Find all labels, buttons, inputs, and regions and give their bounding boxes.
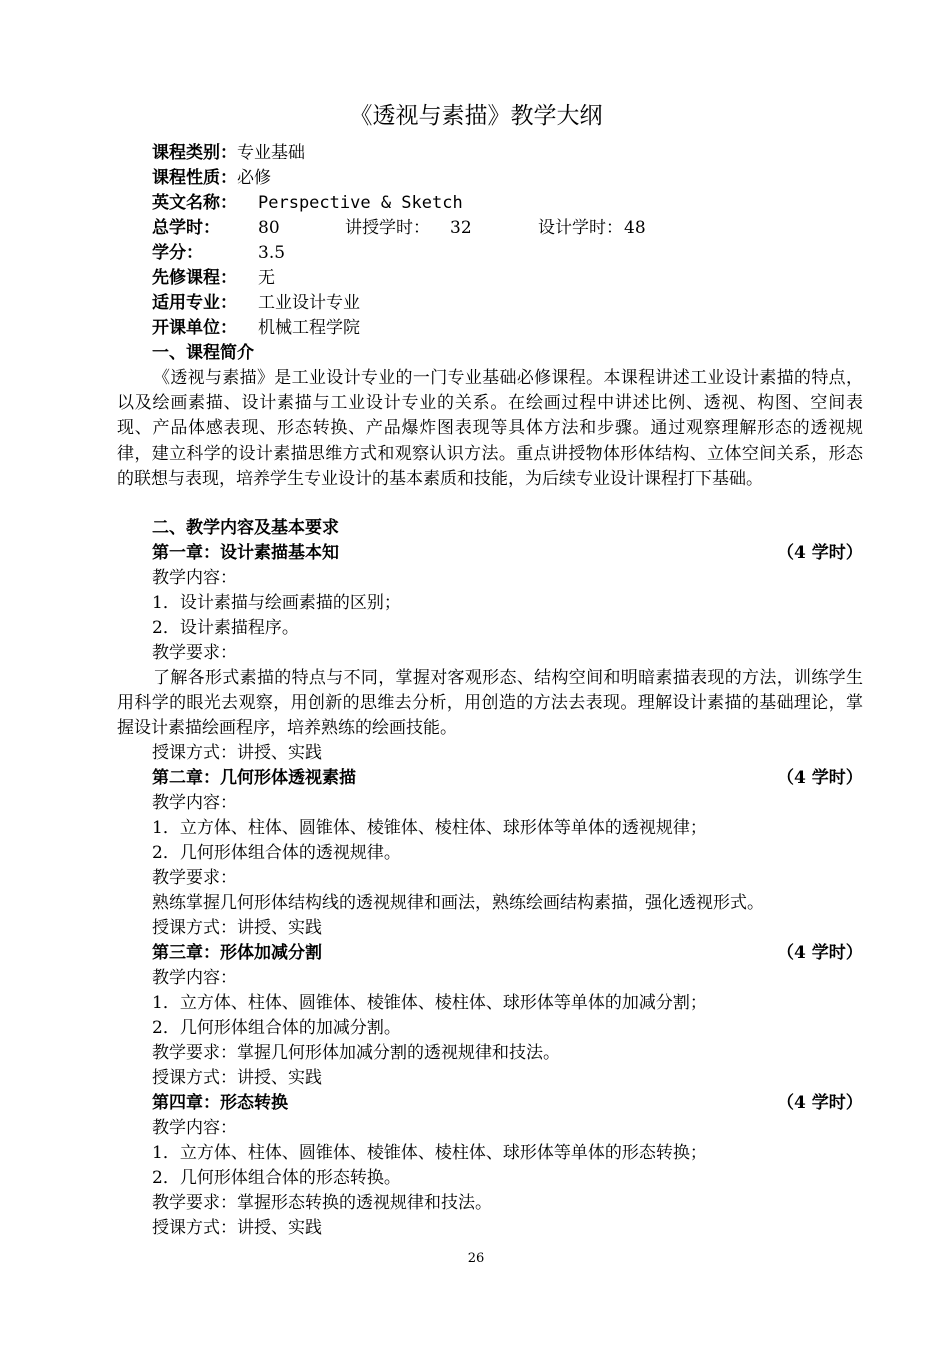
department-value: 机械工程学院 bbox=[258, 318, 360, 338]
chapter1-item-1: 1．设计素描与绘画素描的区别； bbox=[152, 593, 401, 613]
chapter1-req-text: 了解各形式素描的特点与不同，掌握对客观形态、结构空间和明暗素描表现的方法，训练学生用科学的眼光去观察，用创新的思维去分析，用创造的方法去表现。理解设计素描的基础理论，掌握设计素描绘画程序，培养熟练的绘画技能。 bbox=[117, 668, 863, 739]
chapter3-hours: （4 学时） bbox=[777, 943, 863, 963]
major-value: 工业设计专业 bbox=[258, 293, 360, 313]
chapter2-content-label: 教学内容： bbox=[152, 793, 237, 813]
credit-label: 学分： bbox=[152, 243, 203, 263]
course-category-value: 专业基础 bbox=[237, 143, 305, 163]
chapter3-title: 第三章：形体加减分割 bbox=[152, 943, 322, 963]
lecture-hours-label: 讲授学时： bbox=[345, 218, 430, 238]
page-title: 《透视与素描》教学大纲 bbox=[349, 103, 603, 129]
course-intro-paragraph: 《透视与素描》是工业设计专业的一门专业基础必修课程。本课程讲述工业设计素描的特点，以及绘画素描、设计素描与工业设计专业的关系。在绘画过程中讲述比例、透视、构图、空间表现、产品体感表现、形态转换、产品爆炸图表现等具体方法和步骤。通过观察理解形态的透视规律，建立科学的设计素描思维方式和观察认识方法。重点讲授物体形体结构、立体空间关系，形态的联想与表现，培养学生专业设计的基本素质和技能，为后续专业设计课程打下基础。 bbox=[117, 368, 863, 489]
course-category-row bbox=[152, 141, 305, 166]
chapter1-title: 第一章：设计素描基本知 bbox=[152, 543, 339, 563]
chapter4-title: 第四章：形态转换 bbox=[152, 1093, 288, 1113]
major-label: 适用专业： bbox=[152, 293, 237, 313]
chapter3-item-1: 1．立方体、柱体、圆锥体、棱锥体、棱柱体、球形体等单体的加减分割； bbox=[152, 993, 707, 1013]
chapter3-item-2: 2．几何形体组合体的加减分割。 bbox=[152, 1018, 401, 1038]
chapter4-content-label: 教学内容： bbox=[152, 1118, 237, 1138]
department-label: 开课单位： bbox=[152, 318, 237, 338]
section-heading-intro: 一、课程简介 bbox=[152, 343, 254, 363]
chapter2-item-1: 1．立方体、柱体、圆锥体、棱锥体、棱柱体、球形体等单体的透视规律； bbox=[152, 818, 707, 838]
chapter1-hours: （4 学时） bbox=[777, 543, 863, 563]
credit-value: 3.5 bbox=[258, 243, 286, 263]
chapter4-method: 授课方式：讲授、实践 bbox=[152, 1218, 322, 1238]
prerequisite-label: 先修课程： bbox=[152, 268, 237, 288]
design-hours-value: 48 bbox=[624, 218, 646, 238]
page-number: 26 bbox=[467, 1251, 485, 1266]
english-name-value: Perspective & Sketch bbox=[258, 193, 463, 213]
total-hours-value: 80 bbox=[258, 218, 280, 238]
course-nature-label: 课程性质： bbox=[152, 168, 237, 188]
chapter1-req-label: 教学要求： bbox=[152, 643, 237, 663]
chapter1-item-2: 2．设计素描程序。 bbox=[152, 618, 299, 638]
chapter4-hours: （4 学时） bbox=[777, 1093, 863, 1113]
course-category-label: 课程类别： bbox=[152, 143, 237, 163]
chapter3-content-label: 教学内容： bbox=[152, 968, 237, 988]
chapter2-hours: （4 学时） bbox=[777, 768, 863, 788]
english-name-row bbox=[152, 191, 237, 216]
chapter4-item-2: 2．几何形体组合体的形态转换。 bbox=[152, 1168, 401, 1188]
chapter3-method: 授课方式：讲授、实践 bbox=[152, 1068, 322, 1088]
chapter2-req-text: 熟练掌握几何形体结构线的透视规律和画法，熟练绘画结构素描，强化透视形式。 bbox=[152, 893, 764, 913]
chapter2-method: 授课方式：讲授、实践 bbox=[152, 918, 322, 938]
total-hours-label: 总学时： bbox=[152, 218, 220, 238]
course-nature-value: 必修 bbox=[237, 168, 271, 188]
chapter2-req-label: 教学要求： bbox=[152, 868, 237, 888]
lecture-hours-value: 32 bbox=[450, 218, 472, 238]
chapter2-item-2: 2．几何形体组合体的透视规律。 bbox=[152, 843, 401, 863]
chapter3-req: 教学要求：掌握几何形体加减分割的透视规律和技法。 bbox=[152, 1043, 560, 1063]
chapter4-req: 教学要求：掌握形态转换的透视规律和技法。 bbox=[152, 1193, 492, 1213]
design-hours-label: 设计学时： bbox=[538, 218, 623, 238]
course-nature-row bbox=[152, 166, 271, 191]
chapter2-title: 第二章：几何形体透视素描 bbox=[152, 768, 356, 788]
chapter1-content-label: 教学内容： bbox=[152, 568, 237, 588]
english-name-label: 英文名称： bbox=[152, 193, 237, 213]
chapter4-item-1: 1．立方体、柱体、圆锥体、棱锥体、棱柱体、球形体等单体的形态转换； bbox=[152, 1143, 707, 1163]
section-heading-content: 二、教学内容及基本要求 bbox=[152, 518, 339, 538]
prerequisite-value: 无 bbox=[258, 268, 275, 288]
chapter1-method: 授课方式：讲授、实践 bbox=[152, 743, 322, 763]
